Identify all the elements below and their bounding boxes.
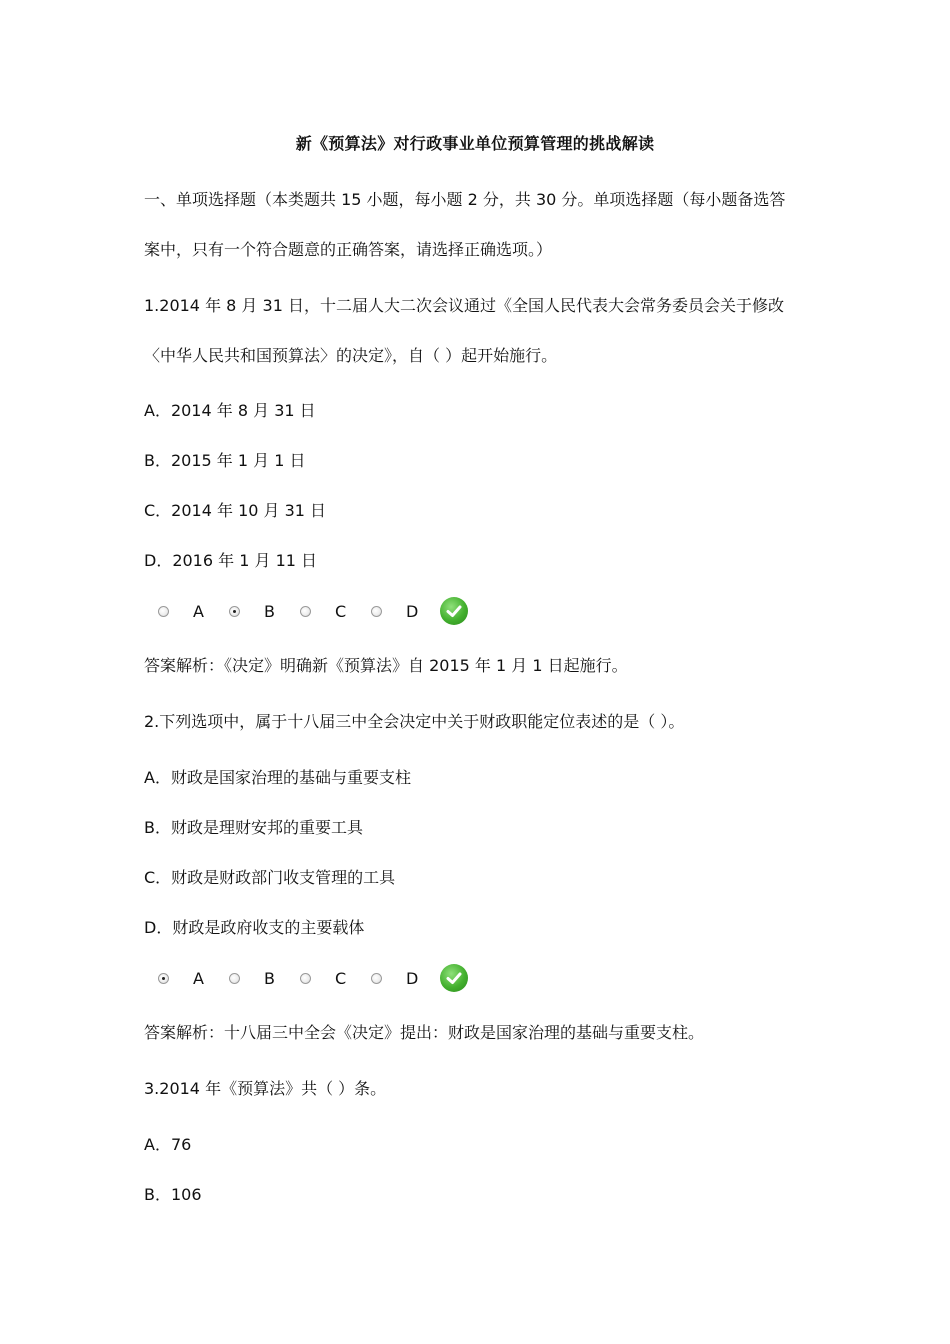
question-1-choice-c[interactable]	[300, 602, 349, 621]
question-2-choice-c[interactable]	[300, 969, 349, 988]
question-2-explanation: 答案解析：十八届三中全会《决定》提出：财政是国家治理的基础与重要支柱。	[144, 1023, 705, 1042]
question-1-answer-row	[158, 596, 468, 626]
question-2-option-b: B．财政是理财安邦的重要工具	[144, 818, 363, 837]
question-3-option-b: B．106	[144, 1185, 202, 1204]
radio-button[interactable]	[300, 606, 311, 617]
question-1-stem-line-1: 1.2014 年 8 月 31 日，十二届人大二次会议通过《全国人民代表大会常务委员会关于修改	[144, 296, 784, 315]
question-1-explanation: 答案解析：《决定》明确新《预算法》自 2015 年 1 月 1 日起施行。	[144, 656, 628, 675]
choice-label: D	[406, 968, 419, 988]
question-1-stem-line-2: 〈中华人民共和国预算法〉的决定》，自（ ）起开始施行。	[144, 346, 558, 365]
radio-button[interactable]	[371, 606, 382, 617]
question-2-stem: 2.下列选项中，属于十八届三中全会决定中关于财政职能定位表述的是（ ）。	[144, 712, 685, 731]
question-2-choice-a[interactable]	[158, 969, 207, 988]
radio-button[interactable]	[229, 973, 240, 984]
choice-label: A	[193, 968, 204, 988]
radio-button-selected[interactable]	[158, 973, 169, 984]
choice-label: B	[264, 968, 275, 988]
question-2-option-a: A．财政是国家治理的基础与重要支柱	[144, 768, 411, 787]
choice-label: D	[406, 601, 419, 621]
question-3-option-a: A．76	[144, 1135, 192, 1154]
question-1-choice-b[interactable]	[229, 602, 278, 621]
correct-check-icon	[440, 597, 468, 625]
question-2-choice-b[interactable]	[229, 969, 278, 988]
question-1-choice-d[interactable]	[371, 602, 420, 621]
question-3-stem: 3.2014 年《预算法》共（ ）条。	[144, 1079, 387, 1098]
question-1-option-b: B．2015 年 1 月 1 日	[144, 451, 306, 470]
question-2-choice-d[interactable]	[371, 969, 420, 988]
section-instructions-line-2: 案中，只有一个符合题意的正确答案，请选择正确选项。）	[144, 240, 553, 259]
section-instructions-line-1: 一、单项选择题（本类题共 15 小题，每小题 2 分，共 30 分。单项选择题（每小题备选答	[144, 190, 786, 209]
question-1-option-d: D．2016 年 1 月 11 日	[144, 551, 318, 570]
document-title: 新《预算法》对行政事业单位预算管理的挑战解读	[295, 134, 655, 153]
radio-button[interactable]	[371, 973, 382, 984]
radio-button[interactable]	[300, 973, 311, 984]
choice-label: C	[335, 601, 347, 621]
choice-label: B	[264, 601, 275, 621]
question-1-option-a: A．2014 年 8 月 31 日	[144, 401, 316, 420]
question-2-option-c: C．财政是财政部门收支管理的工具	[144, 868, 396, 887]
question-2-option-d: D．财政是政府收支的主要载体	[144, 918, 365, 937]
radio-button-selected[interactable]	[229, 606, 240, 617]
question-1-choice-a[interactable]	[158, 602, 207, 621]
radio-button[interactable]	[158, 606, 169, 617]
question-2-answer-row	[158, 963, 468, 993]
choice-label: A	[193, 601, 204, 621]
question-1-option-c: C．2014 年 10 月 31 日	[144, 501, 327, 520]
choice-label: C	[335, 968, 347, 988]
correct-check-icon	[440, 964, 468, 992]
